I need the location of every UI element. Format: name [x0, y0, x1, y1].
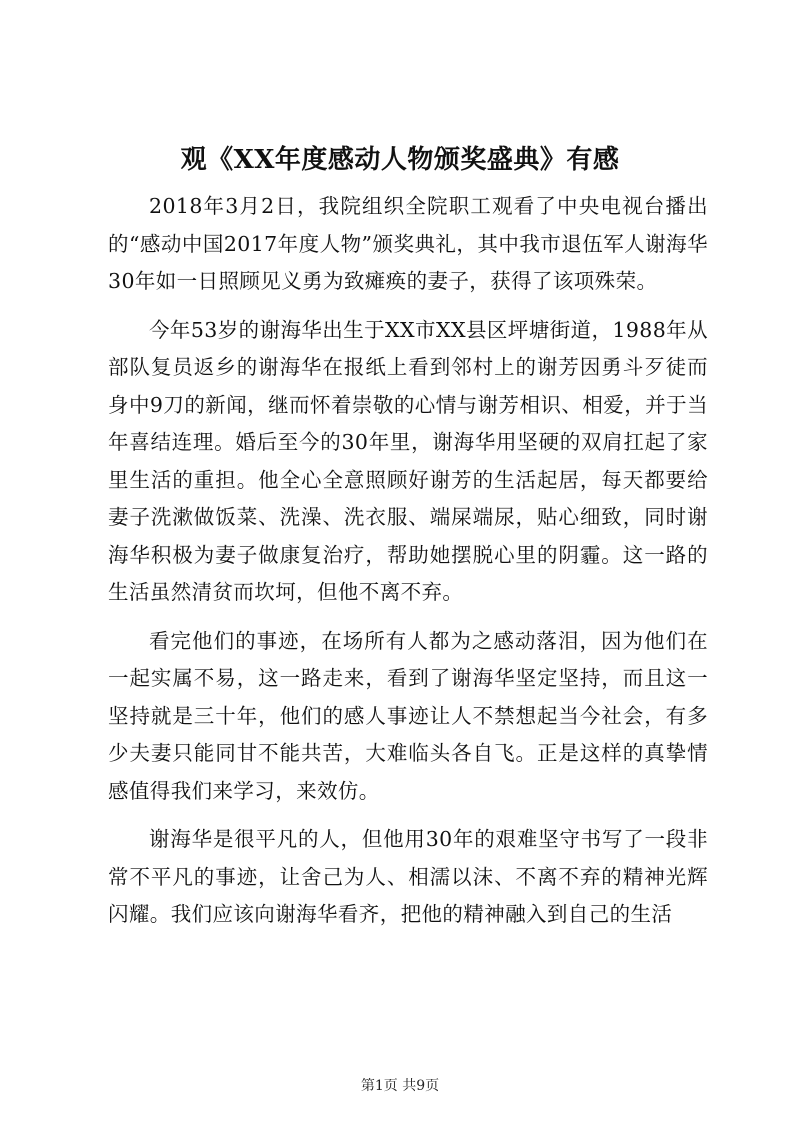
paragraph-1: 2018年3月2日，我院组织全院职工观看了中央电视台播出的“感动中国2017年度人物”颁奖典礼，其中我市退伍军人谢海华30年如一日照顾见义勇为致瘫痪的妻子，获得了该项殊荣。	[108, 194, 708, 293]
paragraph-2: 今年53岁的谢海华出生于XX市XX县区坪塘街道，1988年从部队复员返乡的谢海华在报纸上看到邻村上的谢芳因勇斗歹徒而身中9刀的新闻，继而怀着崇敬的心情与谢芳相识、相爱，并于当年喜结连理。婚后至今的30年里，谢海华用坚硬的双肩扛起了家里生活的重担。他全心全意照顾好谢芳的生活起居，每天都要给妻子洗漱做饭菜、洗澡、洗衣服、端屎端尿，贴心细致，同时谢海华积极为妻子做康复治疗，帮助她摆脱心里的阴霾。这一路的生活虽然清贫而坎坷，但他不离不弃。	[108, 317, 708, 604]
paragraph-4: 谢海华是很平凡的人，但他用30年的艰难坚守书写了一段非常不平凡的事迹，让舍己为人、相濡以沫、不离不弃的精神光辉闪耀。我们应该向谢海华看齐，把他的精神融入到自己的生活	[108, 827, 708, 926]
page-number-footer: 第1页 共9页	[360, 1078, 440, 1094]
document-title: 观《XX年度感动人物颁奖盛典》有感	[180, 145, 620, 175]
document-body	[108, 188, 708, 945]
paragraph-3: 看完他们的事迹，在场所有人都为之感动落泪，因为他们在一起实属不易，这一路走来，看到了谢海华坚定坚持，而且这一坚持就是三十年，他们的感人事迹让人不禁想起当今社会，有多少夫妻只能同甘不能共苦，大难临头各自飞。正是这样的真挚情感值得我们来学习，来效仿。	[108, 628, 708, 803]
